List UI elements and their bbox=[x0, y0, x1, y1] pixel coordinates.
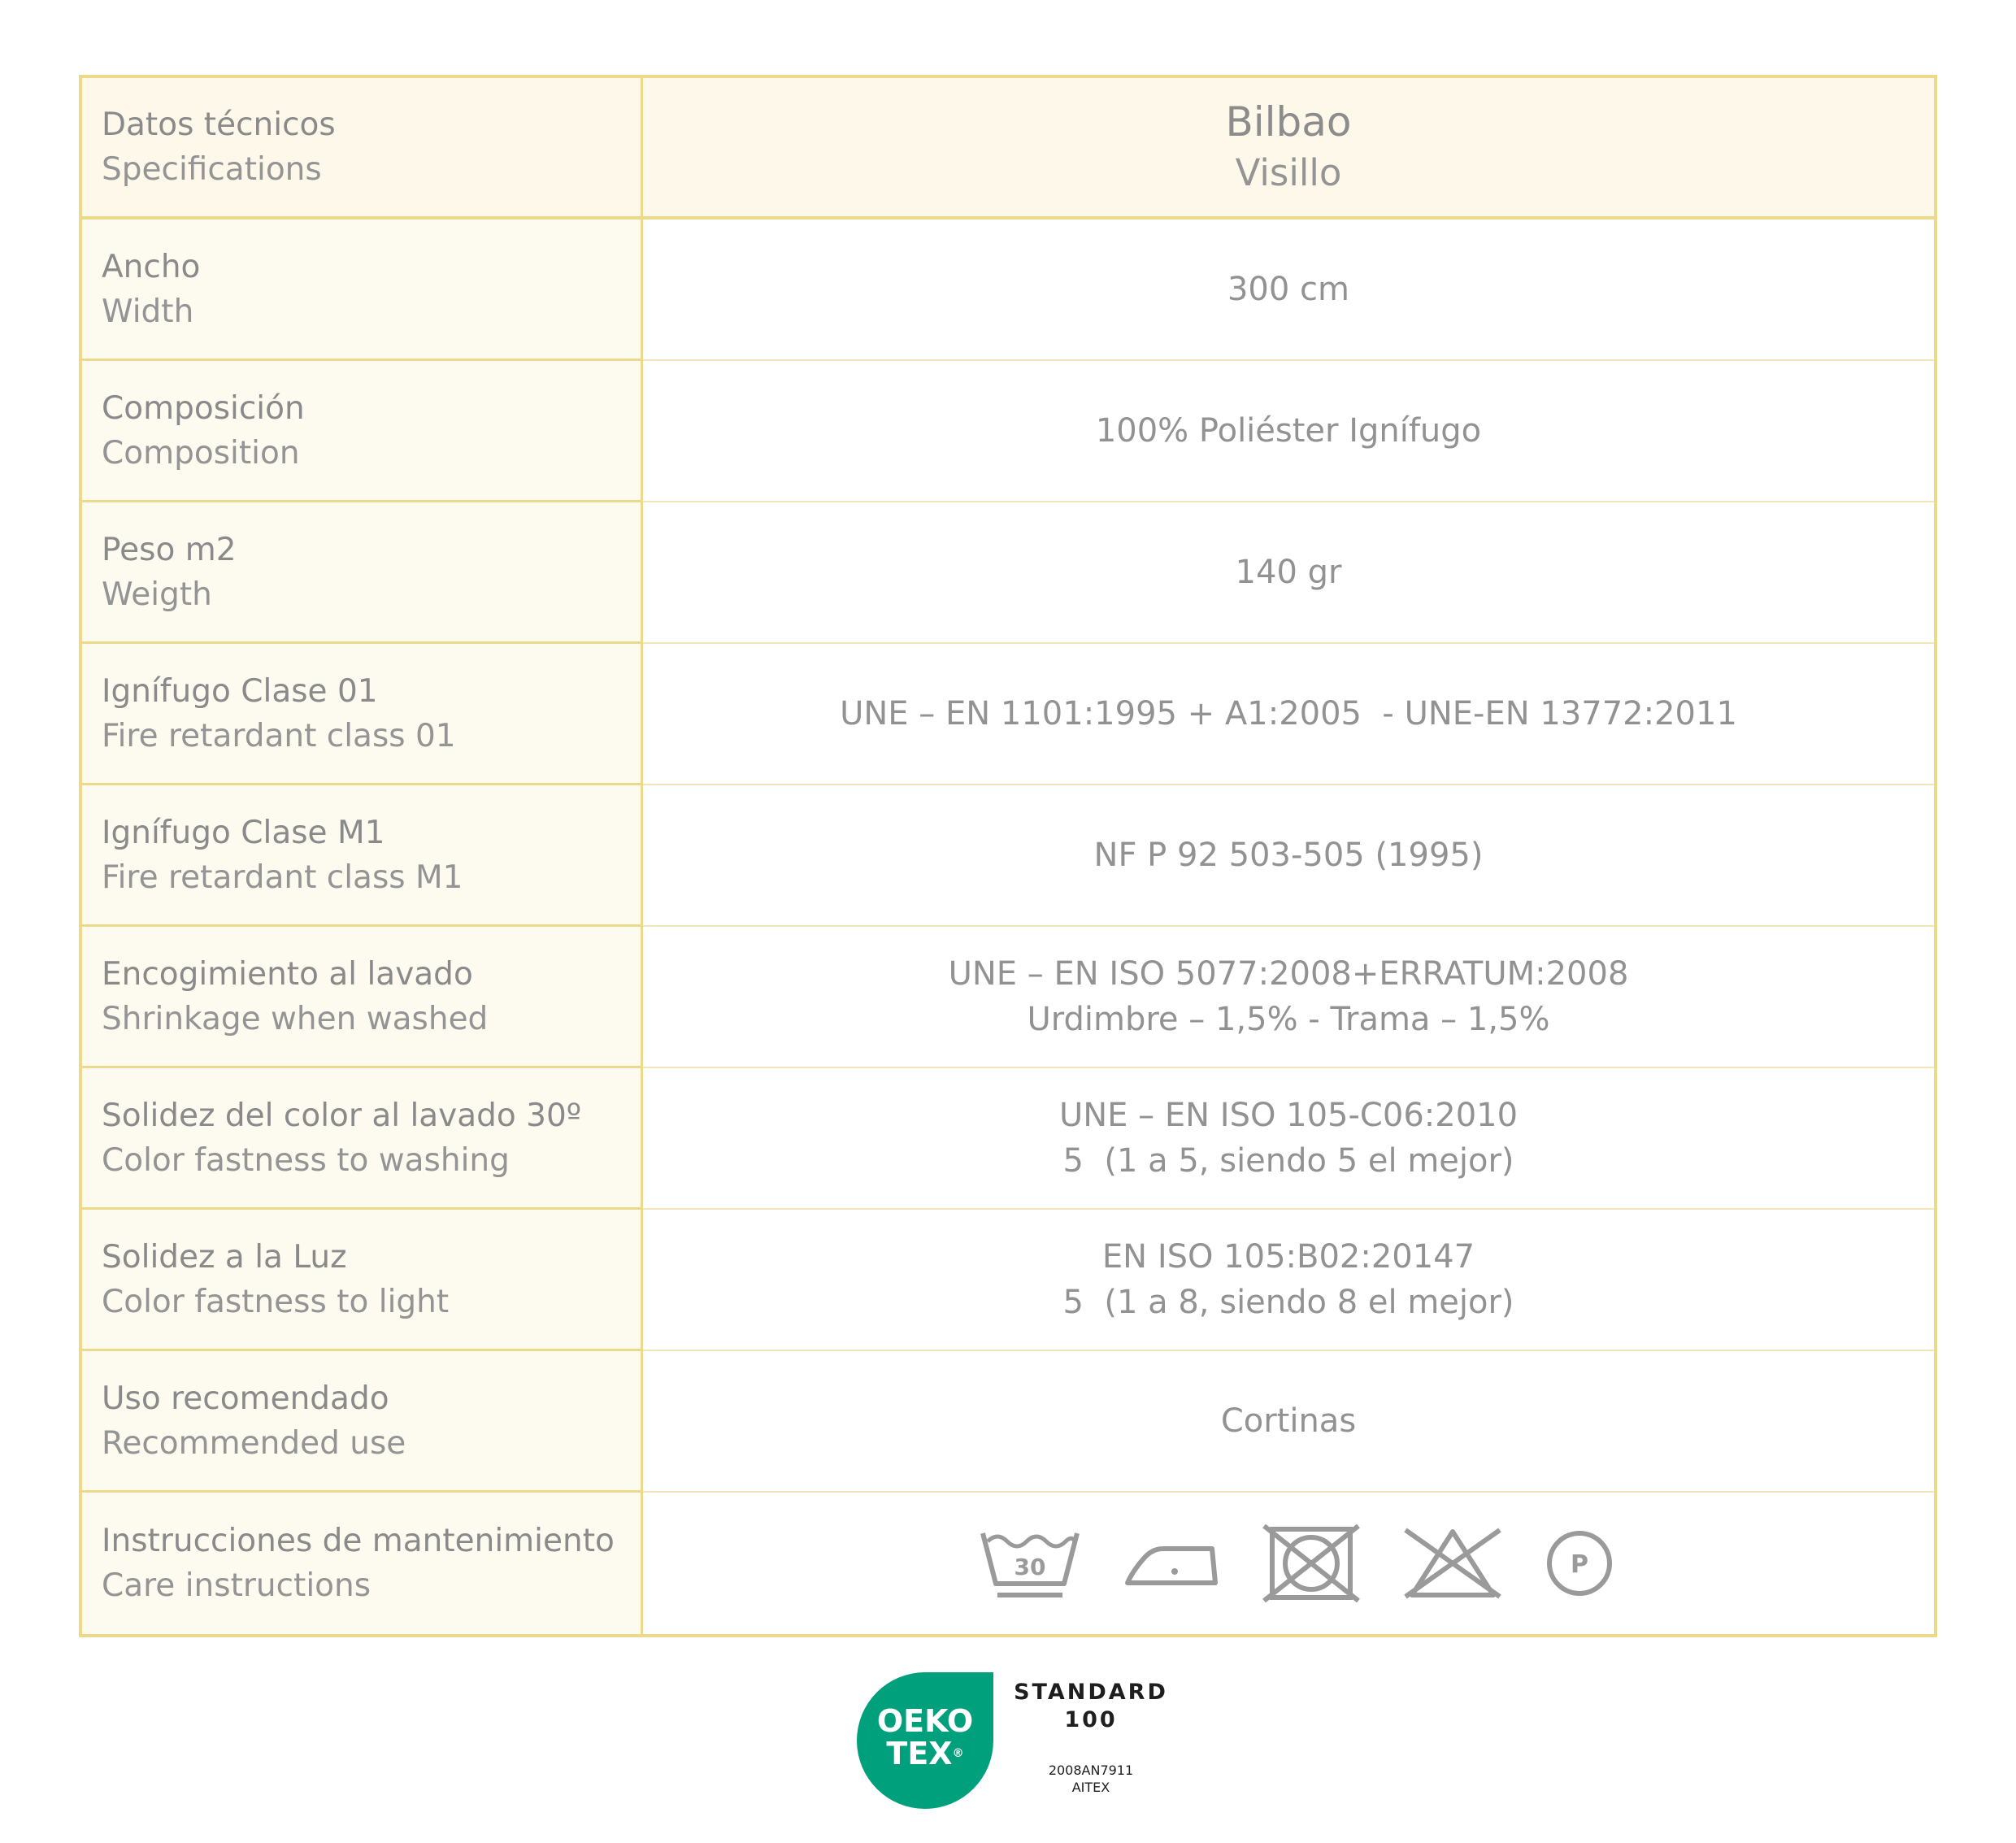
row-value-cell bbox=[643, 220, 1934, 359]
row-value: 100% Poliéster Ignífugo bbox=[1095, 412, 1482, 450]
row-label-cell bbox=[82, 1493, 643, 1634]
header-value-cell bbox=[643, 78, 1934, 216]
product-name: Bilbao bbox=[1225, 98, 1352, 146]
no-tumble-dry-icon bbox=[1262, 1524, 1360, 1602]
row-label-es: Ignífugo Clase M1 bbox=[102, 814, 385, 851]
row-value-cell bbox=[643, 1493, 1934, 1634]
row-label-cell bbox=[82, 785, 643, 927]
spec-row-color-washing bbox=[82, 1068, 1934, 1210]
row-value: Cortinas bbox=[1220, 1402, 1357, 1440]
standard-line2: 100 bbox=[1064, 1707, 1118, 1732]
spec-row-width bbox=[82, 220, 1934, 361]
oeko-standard bbox=[1010, 1679, 1172, 1734]
row-label-cell bbox=[82, 220, 643, 361]
oeko-line2-wrap bbox=[855, 1737, 995, 1770]
spec-row-weight bbox=[82, 502, 1934, 644]
row-value: EN ISO 105:B02:20147 bbox=[1101, 1238, 1475, 1276]
row-label-cell bbox=[82, 644, 643, 785]
row-value-cell bbox=[643, 1210, 1934, 1350]
no-bleach-icon bbox=[1404, 1527, 1501, 1600]
spec-row-recommended-use bbox=[82, 1351, 1934, 1493]
wash-30-icon bbox=[980, 1525, 1080, 1602]
spec-row-fire-01 bbox=[82, 644, 1934, 785]
row-value: 5 (1 a 5, siendo 5 el mejor) bbox=[1062, 1142, 1514, 1180]
row-value: UNE – EN ISO 5077:2008+ERRATUM:2008 bbox=[948, 955, 1629, 993]
row-label-es: Solidez del color al lavado 30º bbox=[102, 1097, 582, 1134]
oeko-line1: OEKO bbox=[876, 1703, 974, 1739]
row-label-es: Solidez a la Luz bbox=[102, 1238, 347, 1276]
row-value: NF P 92 503-505 (1995) bbox=[1093, 837, 1484, 874]
header-label-es: Datos técnicos bbox=[102, 106, 336, 143]
cert-number: 2008AN7911 bbox=[1048, 1763, 1134, 1778]
row-value: UNE – EN ISO 105-C06:2010 bbox=[1058, 1097, 1519, 1134]
dry-clean-p-icon bbox=[1545, 1529, 1614, 1597]
product-type: Visillo bbox=[1235, 151, 1342, 194]
row-label-es: Encogimiento al lavado bbox=[102, 955, 473, 993]
row-label-en: Composition bbox=[102, 434, 300, 472]
oeko-line2: TEX bbox=[886, 1736, 953, 1771]
row-value-cell bbox=[643, 1351, 1934, 1491]
row-label-es: Composición bbox=[102, 389, 305, 427]
spec-row-shrinkage bbox=[82, 927, 1934, 1068]
row-value-cell bbox=[643, 361, 1934, 501]
row-value: 140 gr bbox=[1235, 554, 1342, 591]
header-label-cell bbox=[82, 78, 643, 216]
row-label-en: Color fastness to washing bbox=[102, 1141, 510, 1179]
row-value: Urdimbre – 1,5% - Trama – 1,5% bbox=[1027, 1001, 1550, 1038]
row-label-en: Weigth bbox=[102, 576, 212, 613]
row-label-en: Width bbox=[102, 293, 194, 330]
spec-row-care bbox=[82, 1493, 1934, 1634]
row-label-en: Fire retardant class 01 bbox=[102, 717, 456, 754]
spec-row-composition bbox=[82, 361, 1934, 502]
row-value: 300 cm bbox=[1227, 271, 1350, 308]
row-label-cell bbox=[82, 1351, 643, 1493]
row-label-en: Shrinkage when washed bbox=[102, 1000, 489, 1037]
row-value: UNE – EN 1101:1995 + A1:2005 - UNE-EN 13772:2011 bbox=[840, 695, 1737, 732]
row-label-en: Care instructions bbox=[102, 1567, 371, 1604]
dry-clean-letter: P bbox=[1571, 1550, 1588, 1579]
cert-institute: AITEX bbox=[1071, 1780, 1110, 1795]
spec-row-fire-m1 bbox=[82, 785, 1934, 927]
oeko-registered: ® bbox=[952, 1747, 964, 1760]
row-label-cell bbox=[82, 361, 643, 502]
row-label-es: Ancho bbox=[102, 248, 201, 285]
wash-temp-label: 30 bbox=[1014, 1554, 1046, 1580]
oeko-tex-logo bbox=[855, 1671, 1180, 1813]
spec-row-color-light bbox=[82, 1210, 1934, 1351]
row-label-es: Uso recomendado bbox=[102, 1380, 389, 1417]
row-value-cell bbox=[643, 644, 1934, 784]
row-label-es: Instrucciones de mantenimiento bbox=[102, 1523, 615, 1559]
row-label-en: Fire retardant class M1 bbox=[102, 858, 463, 896]
row-label-es: Ignífugo Clase 01 bbox=[102, 672, 378, 710]
row-value-cell bbox=[643, 927, 1934, 1067]
care-icons bbox=[963, 1524, 1614, 1602]
oeko-tex-badge-text bbox=[855, 1705, 995, 1770]
row-label-es: Peso m2 bbox=[102, 531, 237, 568]
row-label-cell bbox=[82, 1068, 643, 1210]
row-value-cell bbox=[643, 1068, 1934, 1208]
row-label-cell bbox=[82, 1210, 643, 1351]
row-label-cell bbox=[82, 502, 643, 644]
row-label-en: Color fastness to light bbox=[102, 1283, 450, 1320]
standard-line1: STANDARD bbox=[1014, 1680, 1168, 1705]
row-label-cell bbox=[82, 927, 643, 1068]
iron-low-icon bbox=[1124, 1539, 1219, 1588]
row-value-cell bbox=[643, 785, 1934, 925]
spec-table bbox=[79, 75, 1937, 1637]
header-row bbox=[82, 78, 1934, 220]
row-label-en: Recommended use bbox=[102, 1424, 406, 1462]
oeko-cert bbox=[1010, 1762, 1172, 1796]
row-value-cell bbox=[643, 502, 1934, 642]
header-label-en: Specifications bbox=[102, 151, 322, 188]
row-value: 5 (1 a 8, siendo 8 el mejor) bbox=[1062, 1284, 1514, 1321]
